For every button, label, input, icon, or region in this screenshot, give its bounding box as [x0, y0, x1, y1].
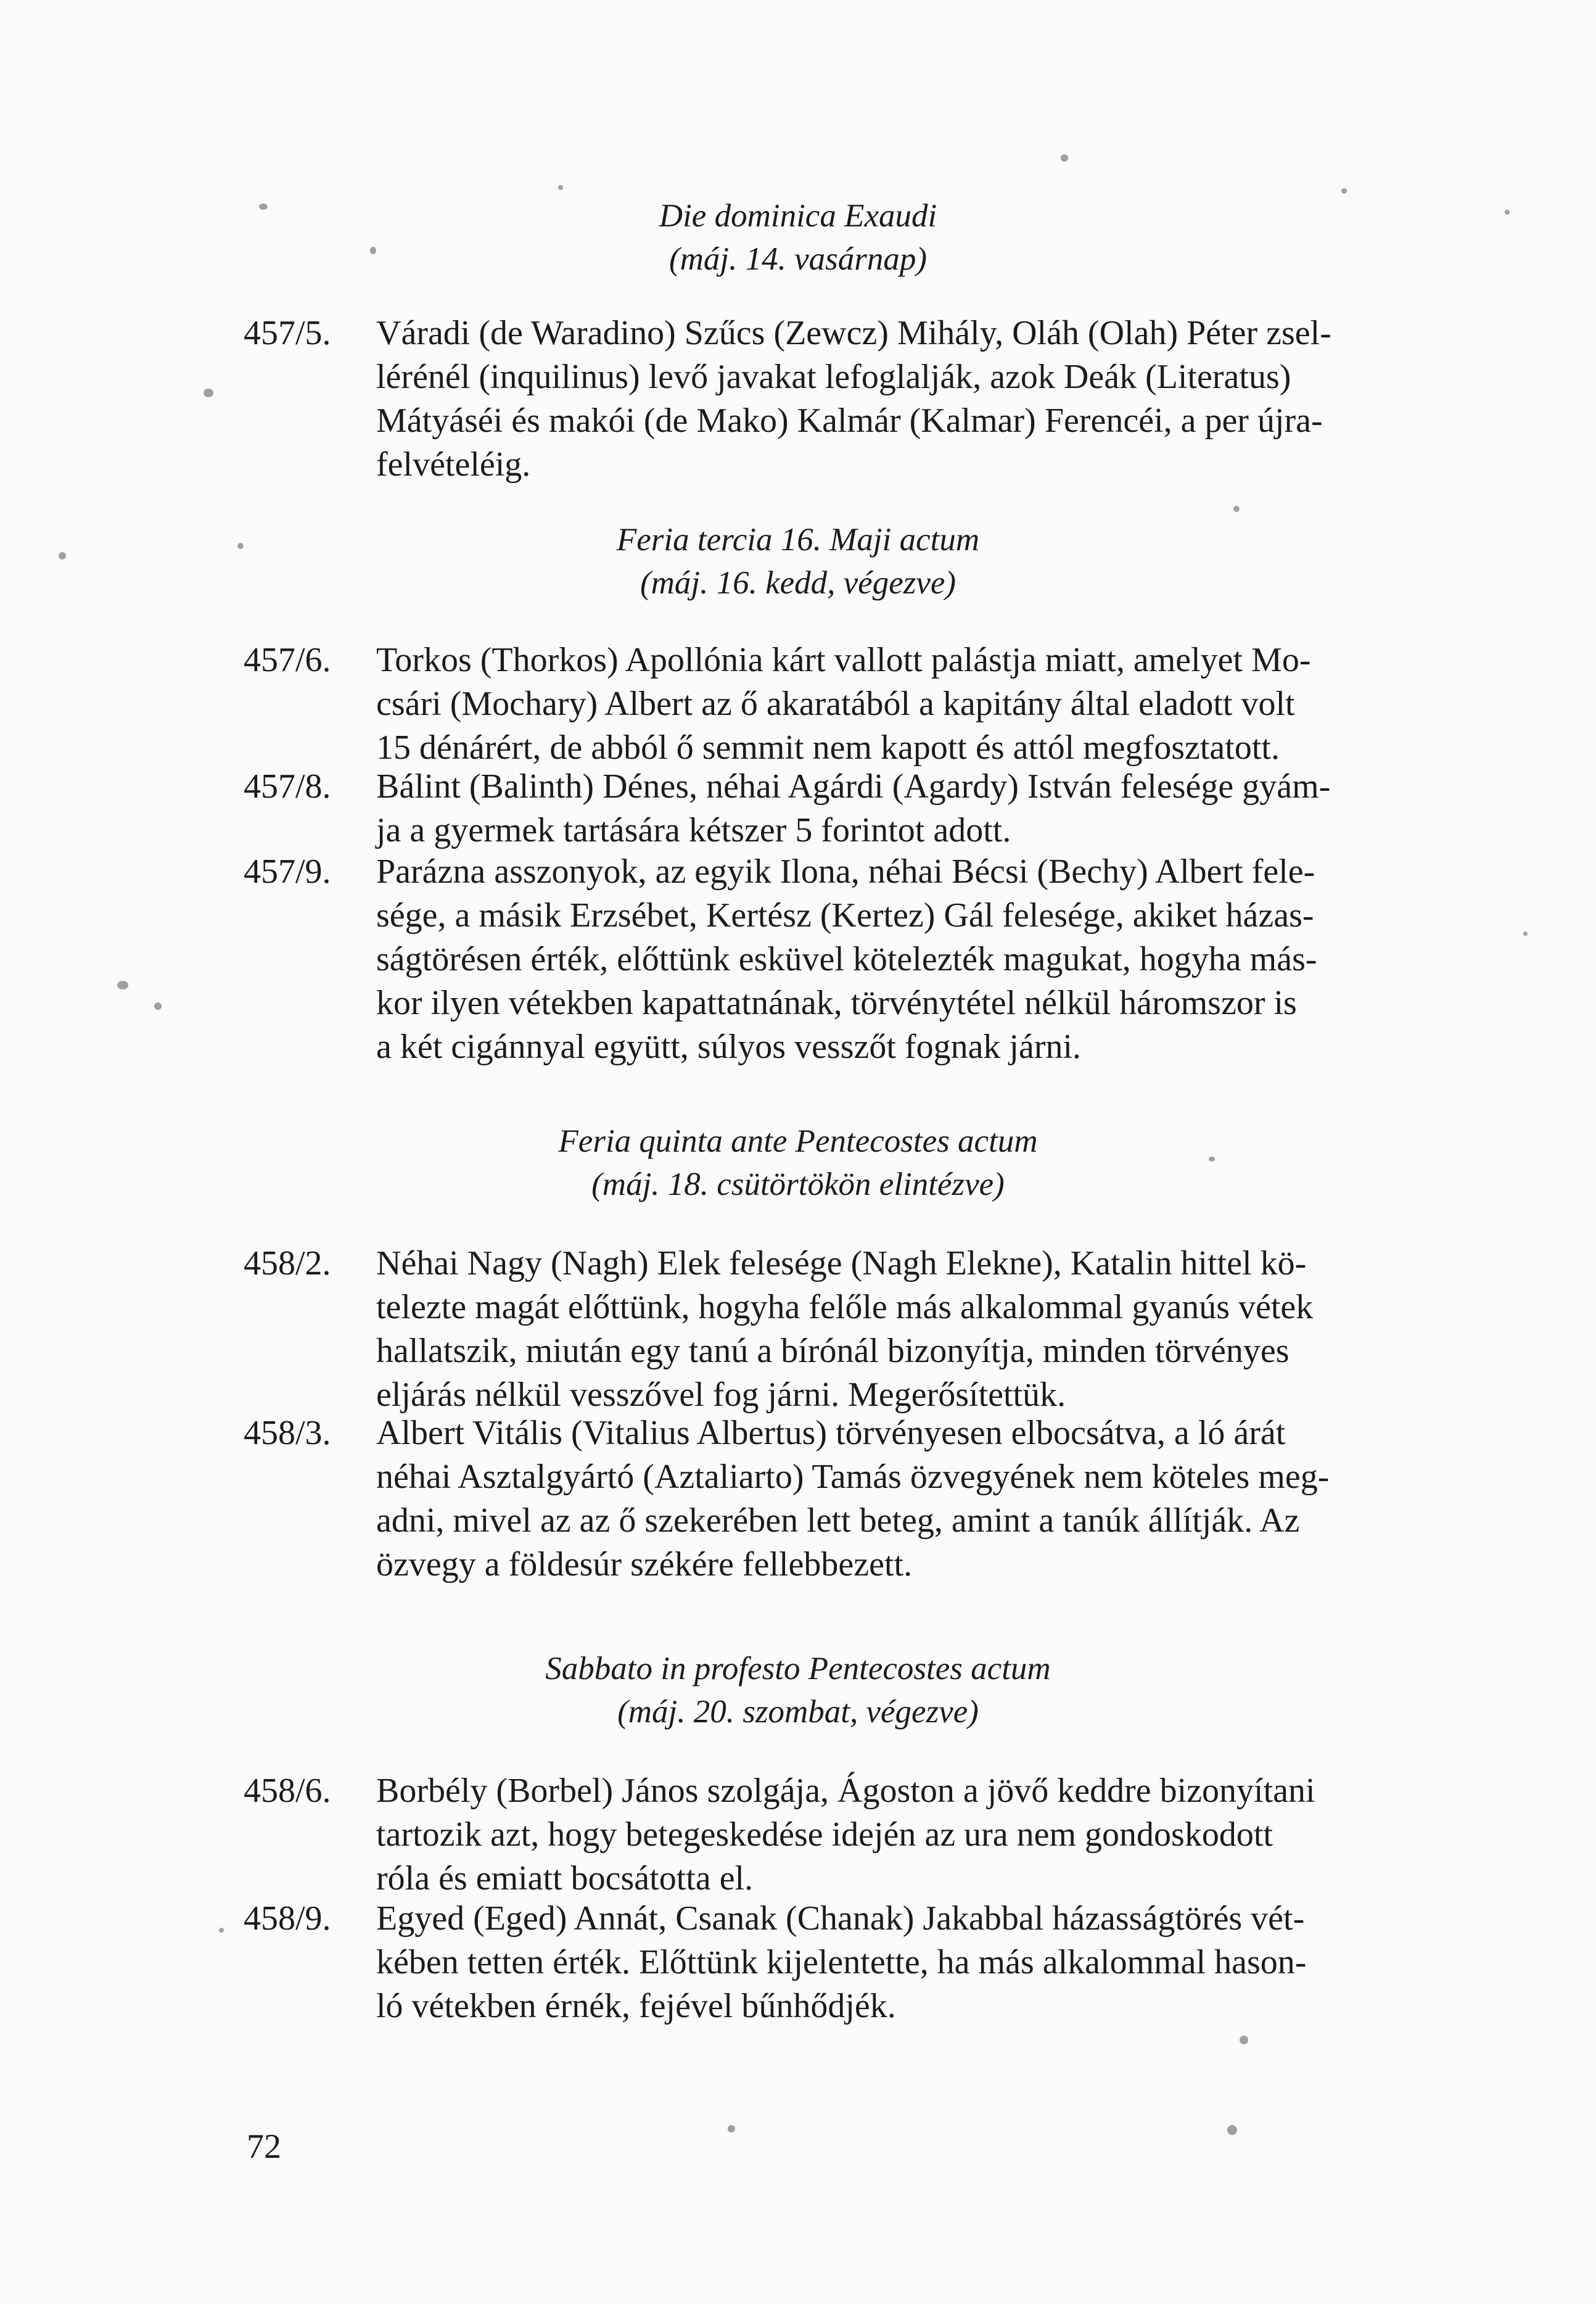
- record-number: 458/2.: [244, 1244, 331, 1282]
- heading-latin: Feria tercia 16. Maji actum: [616, 522, 980, 558]
- record-number: 457/5.: [244, 314, 331, 352]
- section-heading: [0, 194, 1596, 281]
- scan-speck: [237, 543, 244, 549]
- record-text: Borbély (Borbel) János szolgája, Ágoston a jövő keddre bizonyítani tartozik azt, hogy betegeskedése idején az ura nem gondoskodott róla és emiatt bocsátotta el.: [376, 1772, 1315, 1897]
- heading-latin: Die dominica Exaudi: [659, 198, 937, 234]
- heading-hungarian: (máj. 20. szombat, végezve): [617, 1694, 979, 1730]
- record-entry: [244, 850, 1471, 1069]
- heading-hungarian: (máj. 14. vasárnap): [668, 241, 928, 277]
- record-entry: [244, 1242, 1471, 1417]
- record-entry: [244, 1769, 1471, 1901]
- heading-hungarian: (máj. 16. kedd, végezve): [640, 565, 956, 601]
- scan-speck: [154, 1002, 162, 1010]
- page-number: 72: [247, 2128, 281, 2166]
- heading-latin: Sabbato in profesto Pentecostes actum: [545, 1651, 1051, 1687]
- section-heading: [0, 518, 1596, 605]
- record-number: 457/6.: [244, 641, 331, 679]
- scan-speck: [1209, 1157, 1215, 1162]
- scan-speck: [1227, 2125, 1237, 2135]
- record-text: Váradi (de Waradino) Szűcs (Zewcz) Mihály, Oláh (Olah) Péter zsel- lérénél (inquilinus) levő javakat lefoglalják, azok Deák (Literatus) Mátyáséi és makói (de Mako) Kalmár (Kalmar) Ferencéi, a per újra- felvételéig.: [376, 314, 1331, 484]
- record-number: 457/9.: [244, 853, 331, 891]
- record-number: 457/8.: [244, 767, 331, 806]
- scan-speck: [204, 389, 213, 397]
- record-number: 458/6.: [244, 1772, 331, 1810]
- heading-hungarian: (máj. 18. csütörtökön elintézve): [591, 1166, 1005, 1202]
- record-entry: [244, 765, 1471, 853]
- section-heading: [0, 1120, 1596, 1206]
- scan-speck: [370, 247, 376, 254]
- record-text: Néhai Nagy (Nagh) Elek felesége (Nagh Elekne), Katalin hittel kö- telezte magát előttünk, hogyha felőle más alkalommal gyanús vétek hallatszik, miután egy tanú a bírónál bizonyítja, minden törvényes eljárás nélkül vesszővel fog járni. Megerősítettük.: [376, 1244, 1314, 1414]
- record-text: Parázna asszonyok, az egyik Ilona, néhai Bécsi (Bechy) Albert fele- sége, a másik Erzsébet, Kertész (Kertez) Gál felesége, akiket házas- ságtörésen érték, előttünk esküvel kötelezték magukat, hogyha más- kor ilyen vétekben kapattatnának, törvénytétel nélkül háromszor is a két cigánnyal együtt, súlyos vesszőt fognak járni.: [376, 853, 1317, 1066]
- record-number: 458/3.: [244, 1414, 331, 1452]
- scan-speck: [259, 204, 268, 210]
- scan-speck: [1523, 931, 1528, 936]
- record-text: Egyed (Eged) Annát, Csanak (Chanak) Jakabbal házasságtörés vét- kében tetten érték. Előttünk kijelentette, ha más alkalommal hason- ló vétekben érnék, fejével bűnhődjék.: [376, 1899, 1307, 2025]
- heading-latin: Feria quinta ante Pentecostes actum: [558, 1123, 1038, 1159]
- scan-speck: [728, 2125, 735, 2133]
- record-text: Torkos (Thorkos) Apollónia kárt vallott palástja miatt, amelyet Mo- csári (Mochary) Albert az ő akaratából a kapitány által eladott volt 15 dénárért, de abból ő semmit nem kapott és attól megfosztatott.: [376, 641, 1311, 767]
- section-heading: [0, 1647, 1596, 1733]
- scan-speck: [117, 981, 128, 989]
- record-entry: [244, 638, 1471, 770]
- scan-speck: [1233, 506, 1240, 512]
- scan-speck: [1061, 154, 1068, 162]
- record-entry: [244, 1411, 1471, 1587]
- scan-speck: [1240, 2036, 1248, 2044]
- record-entry: [244, 1897, 1471, 2028]
- scan-speck: [1505, 210, 1510, 215]
- scan-speck: [219, 1928, 224, 1933]
- scan-speck: [1341, 188, 1347, 194]
- scan-speck: [59, 552, 66, 559]
- record-number: 458/9.: [244, 1899, 331, 1938]
- record-text: Albert Vitális (Vitalius Albertus) törvényesen elbocsátva, a ló árát néhai Asztalgyártó (Aztaliarto) Tamás özvegyének nem köteles meg- adni, mivel az az ő szekerében lett beteg, amint a tanúk állítják. Az özvegy a földesúr székére fellebbezett.: [376, 1414, 1330, 1583]
- record-entry: [244, 312, 1471, 487]
- record-text: Bálint (Balinth) Dénes, néhai Agárdi (Agardy) István felesége gyám- ja a gyermek tartására kétszer 5 forintot adott.: [376, 767, 1331, 849]
- scan-speck: [558, 185, 563, 190]
